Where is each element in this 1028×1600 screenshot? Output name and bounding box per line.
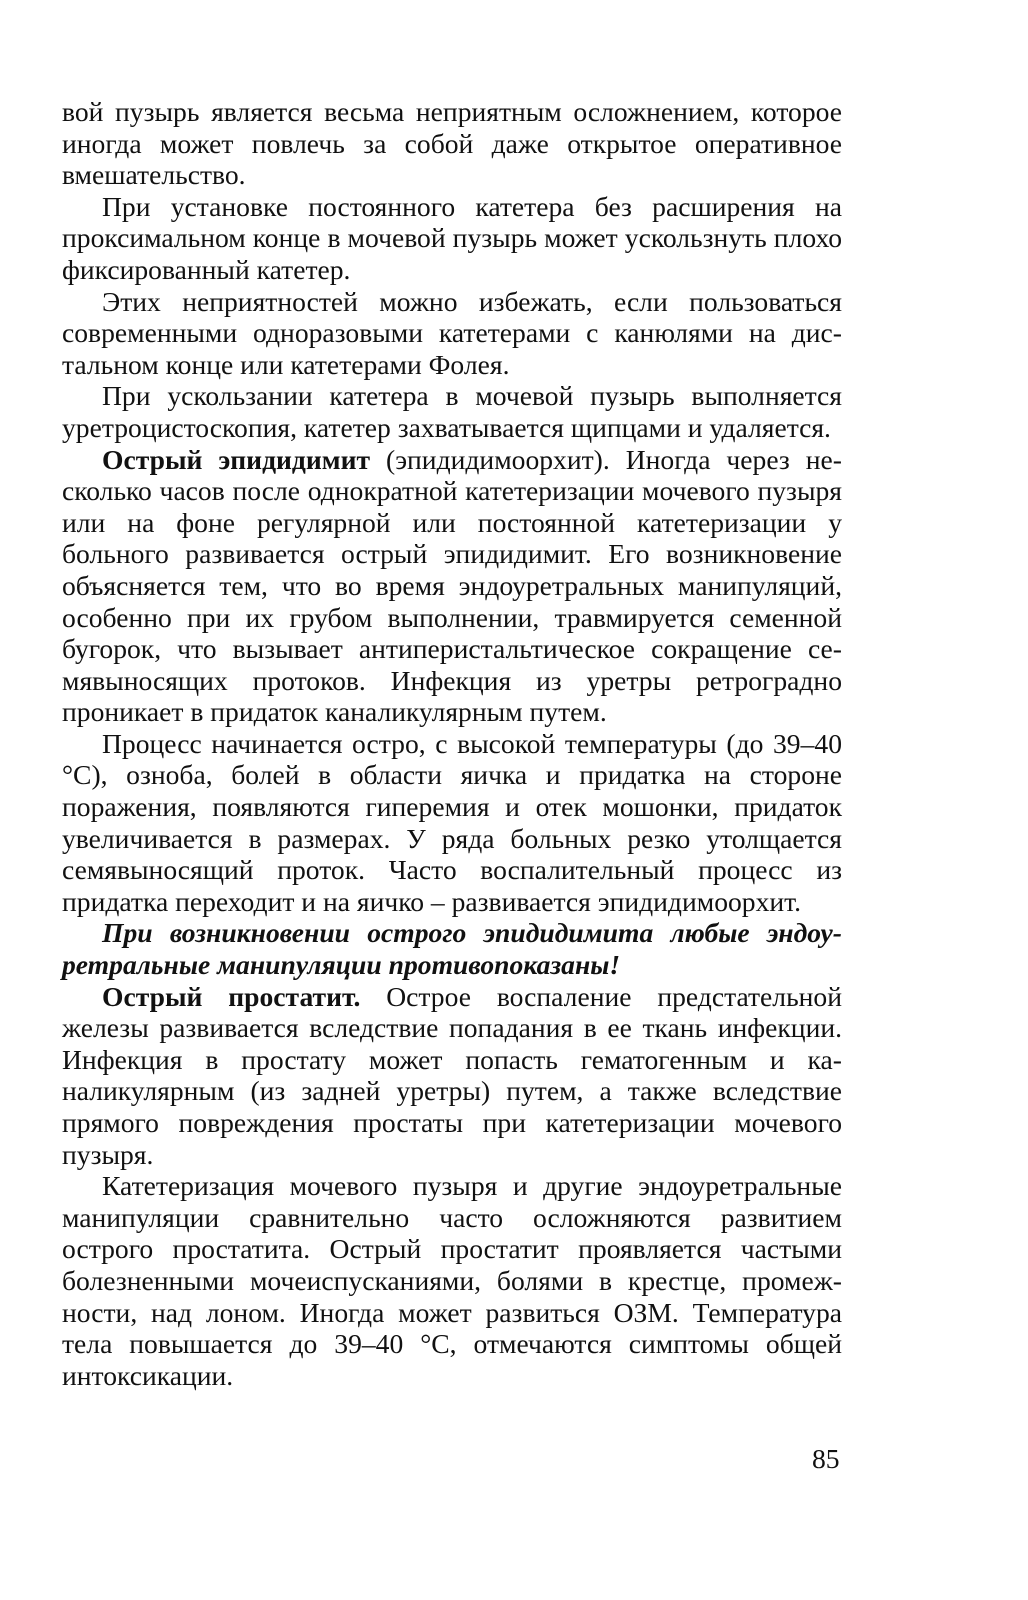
paragraph-text: Процесс начинается остро, с высокой температуры (до 39–40 °C), озноба, болей в области яичка и придатка на стороне поражения, появляются гиперемия и отек мошонки, придаток увеличивается в размерах. У ряда больных резко утолщается семявыносящий проток. Часто воспалительный процесс из придатка переходит и на яичко – развивается эпидидимоорхит. (62, 727, 842, 917)
paragraph-text: вой пузырь является весьма неприятным осложнением, которое иногда может повлечь за собой даже открытое оперативное вмешательство. (62, 96, 842, 191)
paragraph-prostatitis (62, 981, 842, 1171)
paragraph-removal (62, 380, 842, 443)
paragraph-epididymitis (62, 444, 842, 728)
paragraph-prevention (62, 286, 842, 381)
paragraph-epididymitis-course (62, 728, 842, 918)
paragraph-prostatitis-symptoms (62, 1170, 842, 1391)
paragraph-text: Этих неприятностей можно избежать, если пользоваться современными одноразовыми катетерами с канюлями на дистальном конце или катетерами Фолея. (62, 285, 842, 380)
paragraph-text: При установке постоянного катетера без расширения на проксимальном конце в мочевой пузырь может ускользнуть плохо фиксированный катетер. (62, 190, 842, 285)
paragraph-catheter-fixation (62, 191, 842, 286)
page-body (62, 96, 842, 1391)
run-in-heading: Острый эпидидимит (102, 443, 371, 475)
paragraph-text: При ускользании катетера в мочевой пузырь выполняется уретроцистоскопия, катетер захватывается щипцами и удаляется. (62, 380, 842, 443)
paragraph-continuation (62, 96, 842, 191)
paragraph-text: При возникновении острого эпидидимита любые эндоуретральные манипуляции противопоказаны! (62, 917, 842, 981)
paragraph-text: (эпидидимоорхит). Иногда через несколько часов после однократной катетеризации мочевого пузыря или на фоне регулярной или постоянной катетеризации у больного развивается острый эпидидимит. Его возникновение объясняется тем, что во время эндоуретральных манипуляций, особенно при их грубом выполнении, травмируется семенной бугорок, что вызывает антиперистальтическое сокращение семявыносящих протоков. Инфекция из уретры ретроградно проникает в придаток каналикулярным путем. (62, 443, 842, 728)
run-in-heading: Острый простатит. (102, 980, 361, 1012)
warning-paragraph (62, 917, 842, 980)
paragraph-text: Катетеризация мочевого пузыря и другие эндоуретральные манипуляции сравнительно часто осложняются развитием острого простатита. Острый простатит проявляется частыми болезненными мочеиспусканиями, болями в крестце, промежности, над лоном. Иногда может развиться ОЗМ. Температура тела повышается до 39–40 °C, отмечаются симптомы общей интоксикации. (62, 1170, 842, 1391)
page-number: 85 (812, 1443, 840, 1474)
paragraph-text: Острое воспаление предстательной железы развивается вследствие попадания в ее ткань инфекции. Инфекция в простату может попасть гематогенным и каналикулярным (из задней уретры) путем, а также вследствие прямого повреждения простаты при катетеризации мочевого пузыря. (62, 980, 842, 1170)
